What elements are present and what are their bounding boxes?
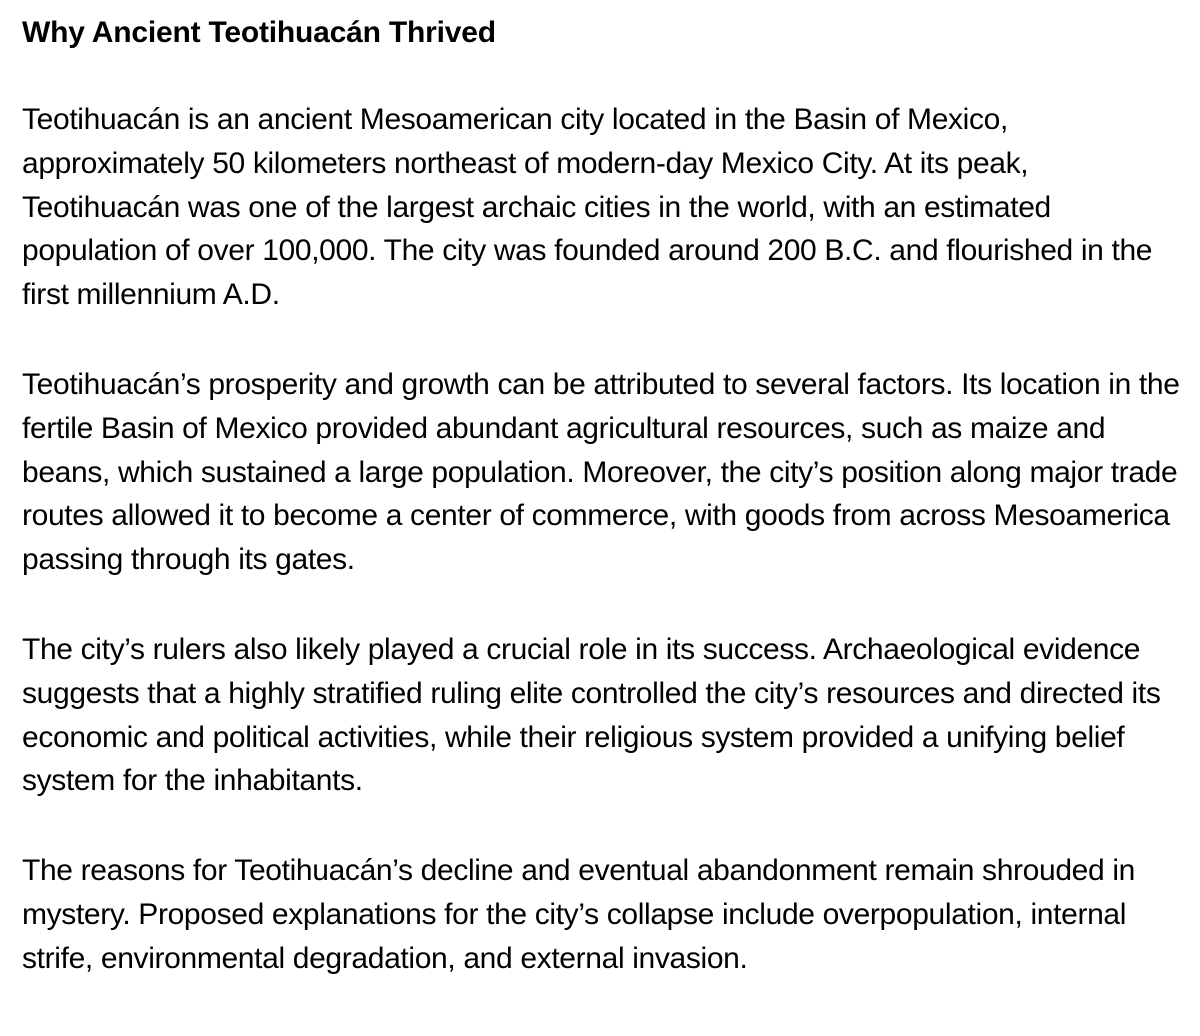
paragraph-introduction: Teotihuacán is an ancient Mesoamerican city located in the Basin of Mexico, approximately 50 kilometers northeast of modern-day Mexico City. At its peak, Teotihuacán was one of the largest archaic cities in the world, with an estimated population of over 100,000. The city was founded around 200 B.C. and flourished in the first millennium A.D. [22,103,1153,312]
paragraph-decline: The reasons for Teotihuacán’s decline and eventual abandonment remain shrouded in mystery. Proposed explanations for the city’s collapse include overpopulation, internal strife, environmental degradation, and external invasion. [22,854,1135,975]
paragraph-rulers: The city’s rulers also likely played a crucial role in its success. Archaeological evidence suggests that a highly stratified ruling elite controlled the city’s resources and directed its economic and political activities, while their religious system provided a unifying belief system for the inhabitants. [22,632,1161,798]
document-title: Why Ancient Teotihuacán Thrived [22,16,496,49]
paragraph-prosperity: Teotihuacán’s prosperity and growth can be attributed to several factors. Its location in the fertile Basin of Mexico provided abundant agricultural resources, such as maize and beans, which sustained a large population. Moreover, the city’s position along major trade routes allowed it to become a center of commerce, with goods from across Mesoamerica passing through its gates. [22,367,1180,577]
